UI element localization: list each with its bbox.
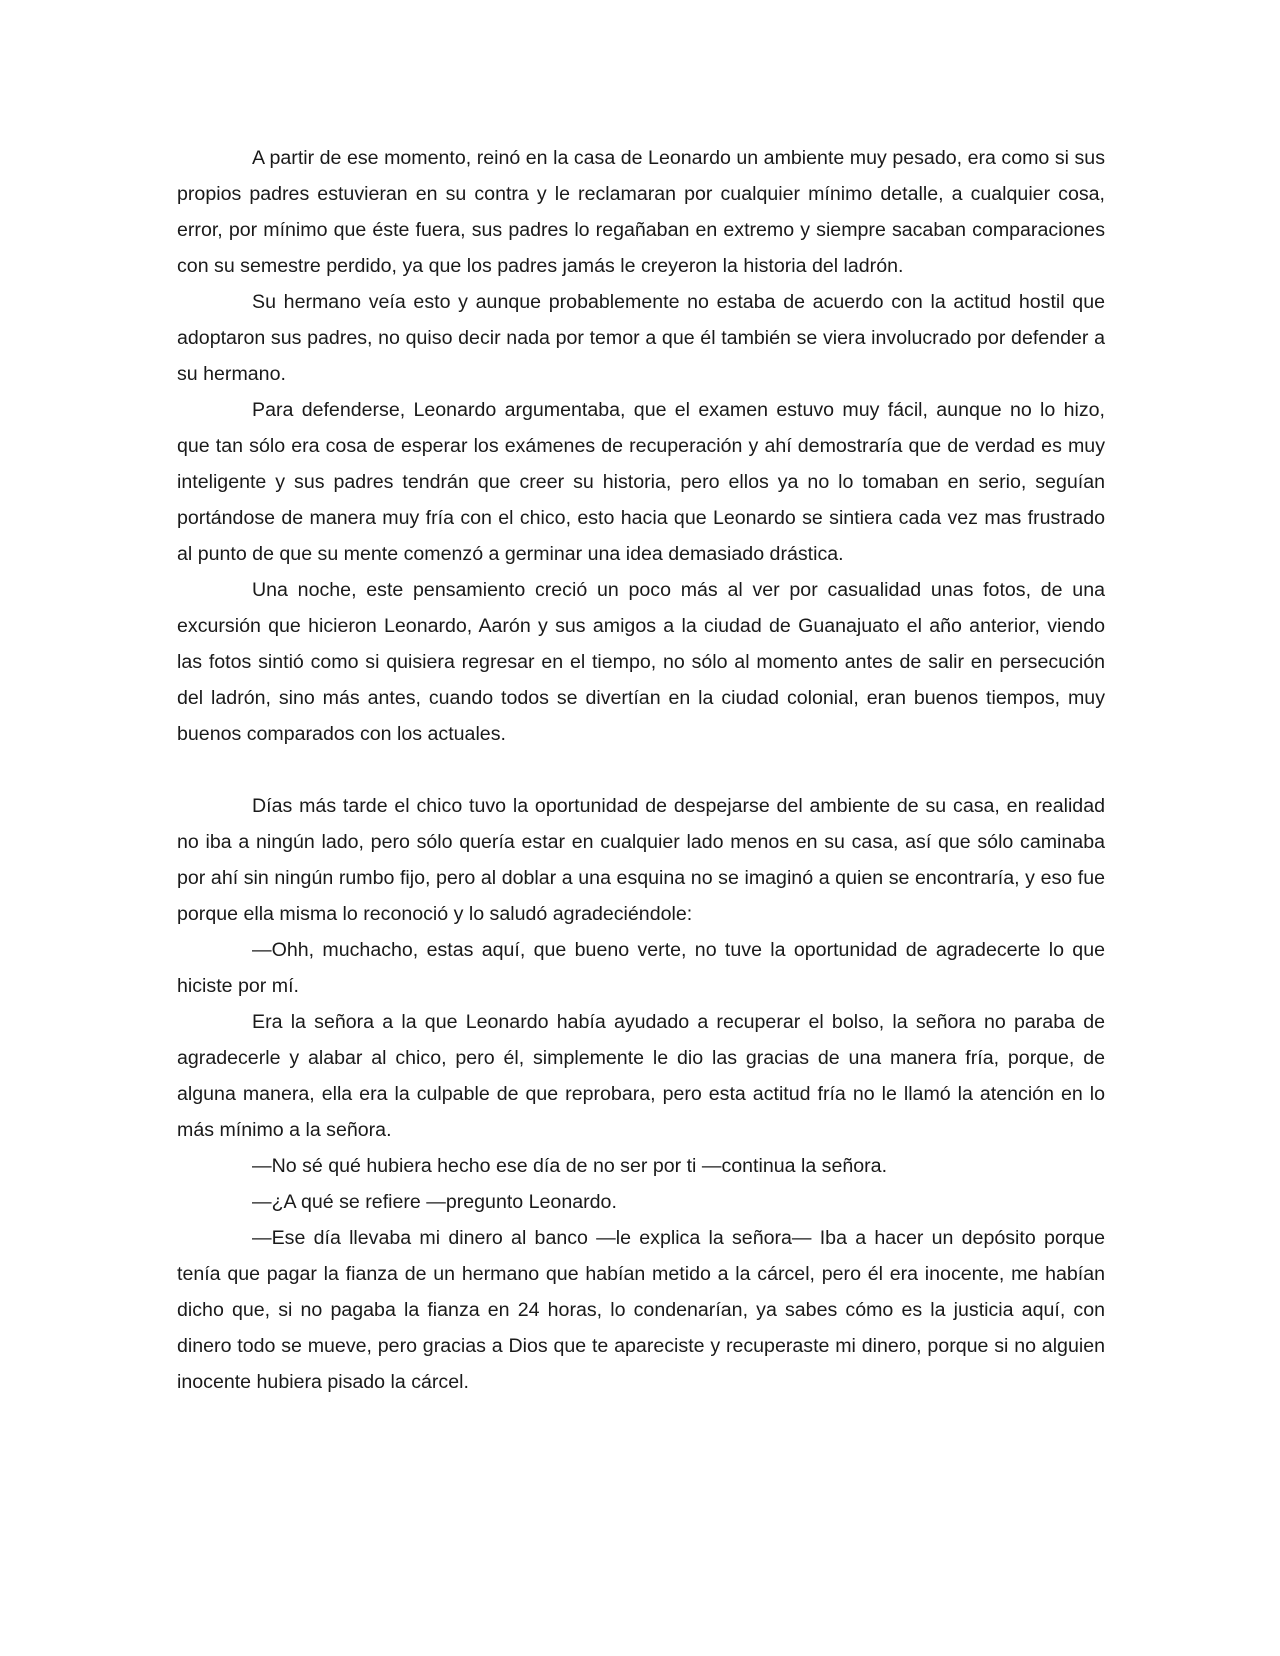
paragraph-5: Días más tarde el chico tuvo la oportunidad de despejarse del ambiente de su casa, en realidad no iba a ningún lado, pero sólo quería estar en cualquier lado menos en su casa, así que sólo caminaba por ahí sin ningún rumbo fijo, pero al doblar a una esquina no se imaginó a quien se encontraría, y eso fue porque ella misma lo reconoció y lo saludó agradeciéndole: bbox=[177, 795, 1105, 925]
section-break bbox=[177, 752, 1105, 788]
paragraph-1: A partir de ese momento, reinó en la casa de Leonardo un ambiente muy pesado, era como si sus propios padres estuvieran en su contra y le reclamaran por cualquier mínimo detalle, a cualquier cosa, error, por mínimo que éste fuera, sus padres lo regañaban en extremo y siempre sacaban comparaciones con su semestre perdido, ya que los padres jamás le creyeron la historia del ladrón. bbox=[177, 147, 1105, 277]
dialogue-1: —Ohh, muchacho, estas aquí, que bueno verte, no tuve la oportunidad de agradecerte lo que hiciste por mí. bbox=[177, 939, 1105, 997]
paragraph-4: Una noche, este pensamiento creció un poco más al ver por casualidad unas fotos, de una excursión que hicieron Leonardo, Aarón y sus amigos a la ciudad de Guanajuato el año anterior, viendo las fotos sintió como si quisiera regresar en el tiempo, no sólo al momento antes de salir en persecución del ladrón, sino más antes, cuando todos se divertían en la ciudad colonial, eran buenos tiempos, muy buenos comparados con los actuales. bbox=[177, 579, 1105, 745]
dialogue-2: —No sé qué hubiera hecho ese día de no ser por ti —continua la señora. bbox=[252, 1155, 888, 1177]
dialogue-3: —¿A qué se refiere —pregunto Leonardo. bbox=[252, 1191, 617, 1213]
paragraph-6: Era la señora a la que Leonardo había ayudado a recuperar el bolso, la señora no paraba de agradecerle y alabar al chico, pero él, simplemente le dio las gracias de una manera fría, porque, de alguna manera, ella era la culpable de que reprobara, pero esta actitud fría no le llamó la atención en lo más mínimo a la señora. bbox=[177, 1011, 1105, 1141]
dialogue-4: —Ese día llevaba mi dinero al banco —le explica la señora— Iba a hacer un depósito porque tenía que pagar la fianza de un hermano que habían metido a la cárcel, pero él era inocente, me habían dicho que, si no pagaba la fianza en 24 horas, lo condenarían, ya sabes cómo es la justicia aquí, con dinero todo se mueve, pero gracias a Dios que te apareciste y recuperaste mi dinero, porque si no alguien inocente hubiera pisado la cárcel. bbox=[177, 1227, 1105, 1393]
paragraph-2: Su hermano veía esto y aunque probablemente no estaba de acuerdo con la actitud hostil que adoptaron sus padres, no quiso decir nada por temor a que él también se viera involucrado por defender a su hermano. bbox=[177, 291, 1105, 385]
document-page bbox=[177, 140, 1105, 1400]
paragraph-3: Para defenderse, Leonardo argumentaba, que el examen estuvo muy fácil, aunque no lo hizo, que tan sólo era cosa de esperar los exámenes de recuperación y ahí demostraría que de verdad es muy inteligente y sus padres tendrán que creer su historia, pero ellos ya no lo tomaban en serio, seguían portándose de manera muy fría con el chico, esto hacia que Leonardo se sintiera cada vez mas frustrado al punto de que su mente comenzó a germinar una idea demasiado drástica. bbox=[177, 399, 1105, 565]
